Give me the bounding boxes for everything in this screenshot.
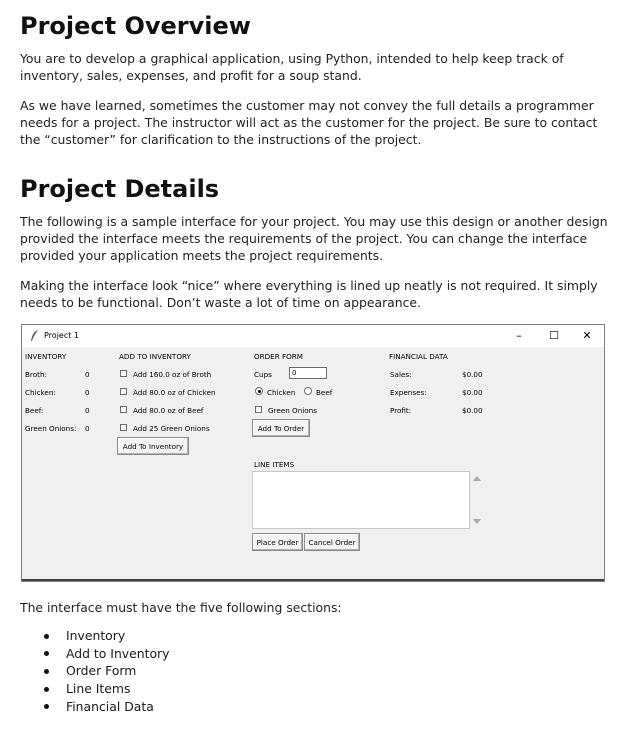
inventory-header: INVENTORY bbox=[25, 352, 67, 361]
maximize-icon[interactable]: ☐ bbox=[549, 329, 559, 342]
scroll-down-icon[interactable] bbox=[473, 519, 481, 524]
add-broth-label: Add 160.0 oz of Broth bbox=[133, 370, 212, 379]
window-title: Project 1 bbox=[44, 331, 80, 340]
list-item: Add to Inventory bbox=[44, 645, 170, 663]
add-green-onions-label: Add 25 Green Onions bbox=[133, 424, 210, 433]
cups-label: Cups bbox=[254, 370, 272, 379]
add-to-order-button[interactable]: Add To Order bbox=[252, 419, 310, 437]
cancel-order-button[interactable]: Cancel Order bbox=[304, 533, 360, 551]
line-items-header: LINE ITEMS bbox=[254, 460, 295, 469]
financial-header: FINANCIAL DATA bbox=[389, 352, 448, 361]
list-item: Inventory bbox=[44, 627, 170, 645]
inventory-beef-value: 0 bbox=[85, 406, 90, 415]
add-inventory-header: ADD TO INVENTORY bbox=[119, 352, 191, 361]
expenses-value: $0.00 bbox=[462, 388, 483, 397]
window-title-bar bbox=[22, 325, 604, 347]
requirements-intro: The interface must have the five following sections: bbox=[20, 600, 342, 615]
add-beef-checkbox[interactable] bbox=[120, 406, 127, 413]
cups-input[interactable]: 0 bbox=[289, 367, 327, 379]
sample-app-window bbox=[21, 324, 605, 582]
add-chicken-checkbox[interactable] bbox=[120, 388, 127, 395]
sales-label: Sales: bbox=[390, 370, 412, 379]
add-beef-label: Add 80.0 oz of Beef bbox=[133, 406, 204, 415]
details-heading: Project Details bbox=[20, 175, 220, 203]
place-order-button[interactable]: Place Order bbox=[252, 533, 303, 551]
add-to-inventory-button[interactable]: Add To Inventory bbox=[117, 437, 189, 455]
close-icon[interactable]: ✕ bbox=[582, 329, 592, 342]
feather-icon bbox=[30, 330, 40, 342]
inventory-beef-label: Beef: bbox=[25, 406, 44, 415]
list-item: Order Form bbox=[44, 662, 170, 680]
window-body bbox=[22, 347, 604, 581]
overview-heading: Project Overview bbox=[20, 12, 251, 40]
inventory-chicken-value: 0 bbox=[85, 388, 90, 397]
beef-radio-label: Beef bbox=[316, 388, 333, 397]
details-paragraph-1: The following is a sample interface for your project. You may use this design or another design provided the interface meets the requirements of the project. You can change the interface provided your application meets the project requirements. bbox=[20, 214, 608, 264]
inventory-green-onions-value: 0 bbox=[85, 424, 90, 433]
inventory-green-onions-label: Green Onions: bbox=[25, 424, 77, 433]
window-bottom-border bbox=[22, 579, 604, 581]
expenses-label: Expenses: bbox=[390, 388, 427, 397]
requirements-list bbox=[44, 627, 170, 715]
inventory-broth-label: Broth: bbox=[25, 370, 47, 379]
list-item: Line Items bbox=[44, 680, 170, 698]
sales-value: $0.00 bbox=[462, 370, 483, 379]
profit-label: Profit: bbox=[390, 406, 412, 415]
overview-paragraph-1: You are to develop a graphical application, using Python, intended to help keep track of inventory, sales, expenses, and profit for a soup stand. bbox=[20, 51, 564, 84]
add-chicken-label: Add 80.0 oz of Chicken bbox=[133, 388, 216, 397]
line-items-scrollbar[interactable] bbox=[470, 471, 484, 529]
inventory-broth-value: 0 bbox=[85, 370, 90, 379]
list-item: Financial Data bbox=[44, 698, 170, 716]
add-broth-checkbox[interactable] bbox=[120, 370, 127, 377]
chicken-radio-label: Chicken bbox=[267, 388, 296, 397]
profit-value: $0.00 bbox=[462, 406, 483, 415]
green-onions-checkbox[interactable] bbox=[255, 406, 262, 413]
beef-radio[interactable] bbox=[304, 387, 312, 395]
overview-paragraph-2: As we have learned, sometimes the customer may not convey the full details a programmer needs for a project. The instructor will act as the customer for the project. Be sure to contact the “customer” for clarification to the instructions of the project. bbox=[20, 98, 598, 148]
order-form-header: ORDER FORM bbox=[254, 352, 303, 361]
minimize-icon[interactable]: – bbox=[516, 329, 522, 342]
scroll-up-icon[interactable] bbox=[473, 476, 481, 481]
chicken-radio[interactable] bbox=[255, 387, 263, 395]
inventory-chicken-label: Chicken: bbox=[25, 388, 56, 397]
details-paragraph-2: Making the interface look “nice” where everything is lined up neatly is not required. It simply needs to be functional. Don’t waste a lot of time on appearance. bbox=[20, 278, 598, 311]
line-items-list[interactable] bbox=[252, 471, 470, 529]
add-green-onions-checkbox[interactable] bbox=[120, 424, 127, 431]
green-onions-label: Green Onions bbox=[268, 406, 317, 415]
